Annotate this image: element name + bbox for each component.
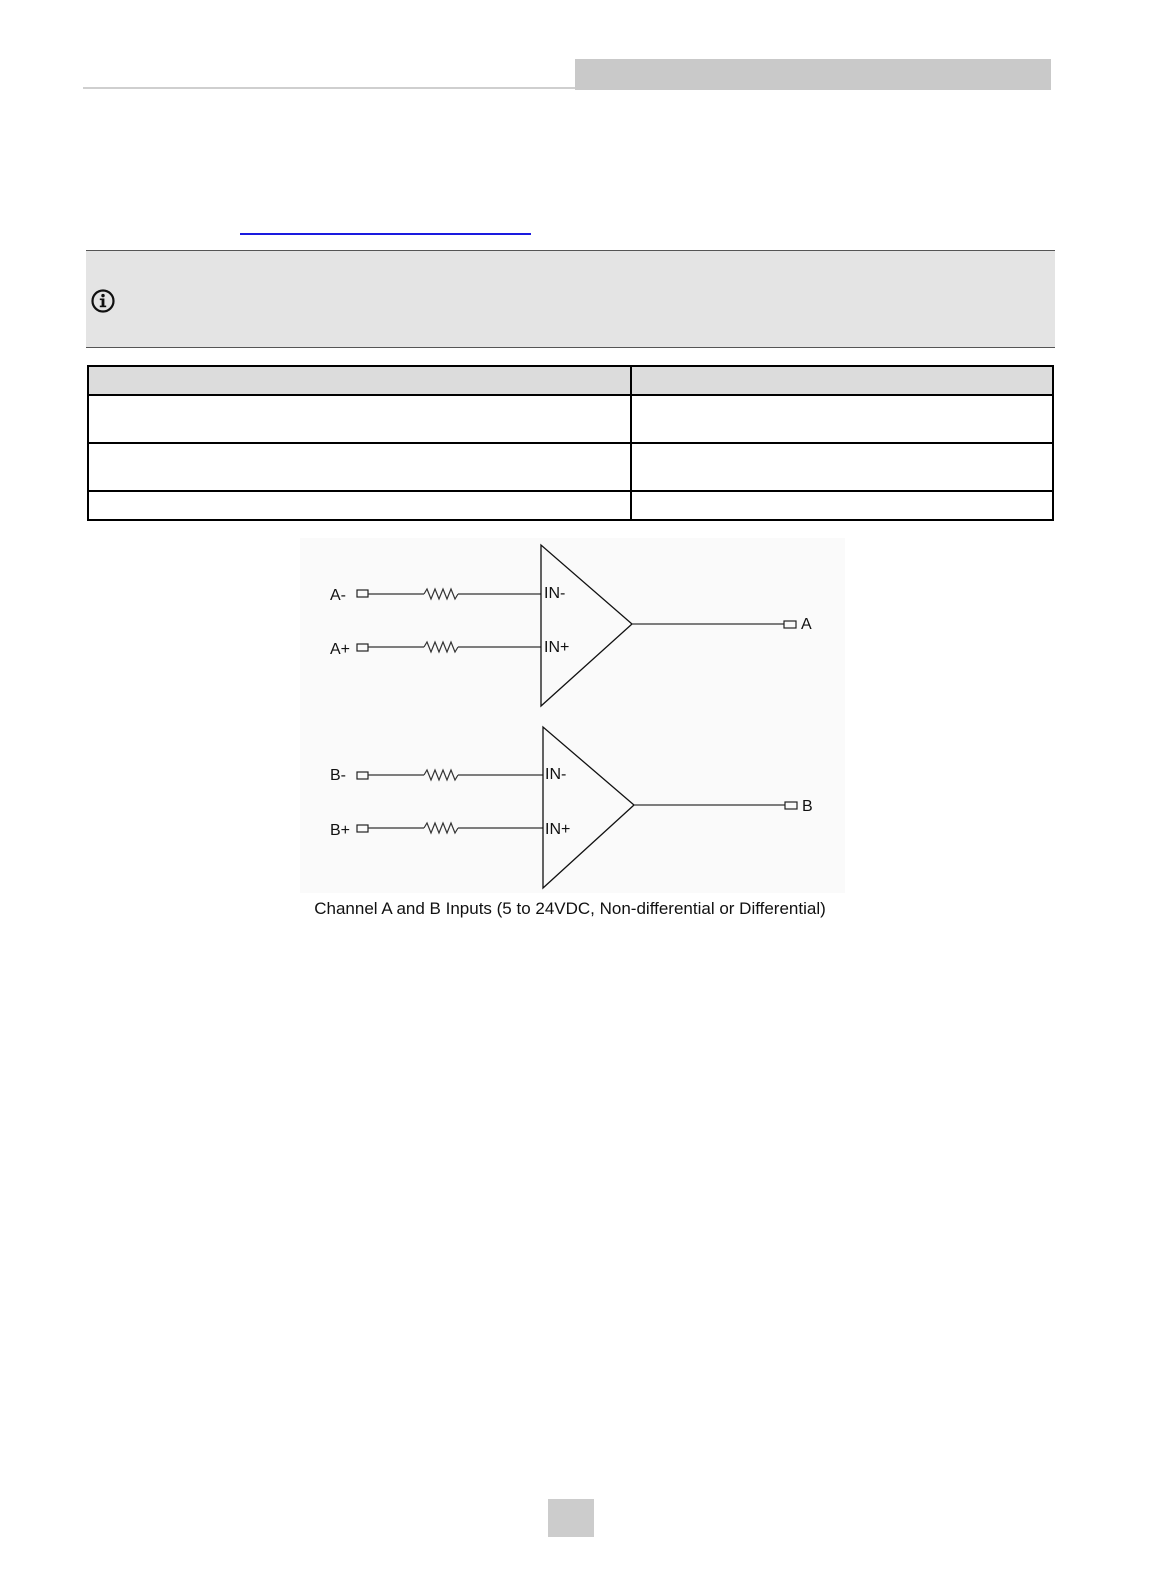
page-number-box bbox=[548, 1499, 594, 1537]
table-row bbox=[88, 395, 1053, 443]
header-rule bbox=[83, 87, 576, 89]
input-circuit-diagram bbox=[300, 538, 845, 893]
table-cell bbox=[88, 395, 631, 443]
table-cell bbox=[88, 443, 631, 491]
op-amp-a-inverting-label: IN- bbox=[544, 585, 566, 602]
input-a-minus-label: A- bbox=[330, 587, 346, 604]
input-a-plus-label: A+ bbox=[330, 641, 351, 658]
table-cell bbox=[631, 395, 1053, 443]
table-header-cell bbox=[631, 366, 1053, 395]
table-cell bbox=[88, 491, 631, 520]
output-a-label: A bbox=[801, 616, 812, 633]
input-b-plus-label: B+ bbox=[330, 822, 351, 839]
table-header-cell bbox=[88, 366, 631, 395]
figure-caption: Channel A and B Inputs (5 to 24VDC, Non-differential or Differential) bbox=[314, 899, 826, 918]
input-b-minus-label: B- bbox=[330, 767, 346, 784]
op-amp-a-noninverting-label: IN+ bbox=[544, 639, 570, 656]
table-cell bbox=[631, 443, 1053, 491]
table-header-row bbox=[88, 366, 1053, 395]
hyperlink-underline[interactable] bbox=[240, 233, 531, 235]
table-cell bbox=[631, 491, 1053, 520]
table-row bbox=[88, 443, 1053, 491]
header-bar bbox=[575, 59, 1051, 90]
output-b-label: B bbox=[802, 798, 813, 815]
note-box bbox=[86, 250, 1055, 348]
op-amp-b-noninverting-label: IN+ bbox=[545, 821, 571, 838]
info-circle-icon bbox=[90, 288, 116, 314]
table-row bbox=[88, 491, 1053, 520]
spec-table bbox=[87, 365, 1054, 521]
op-amp-b-inverting-label: IN- bbox=[545, 766, 567, 783]
